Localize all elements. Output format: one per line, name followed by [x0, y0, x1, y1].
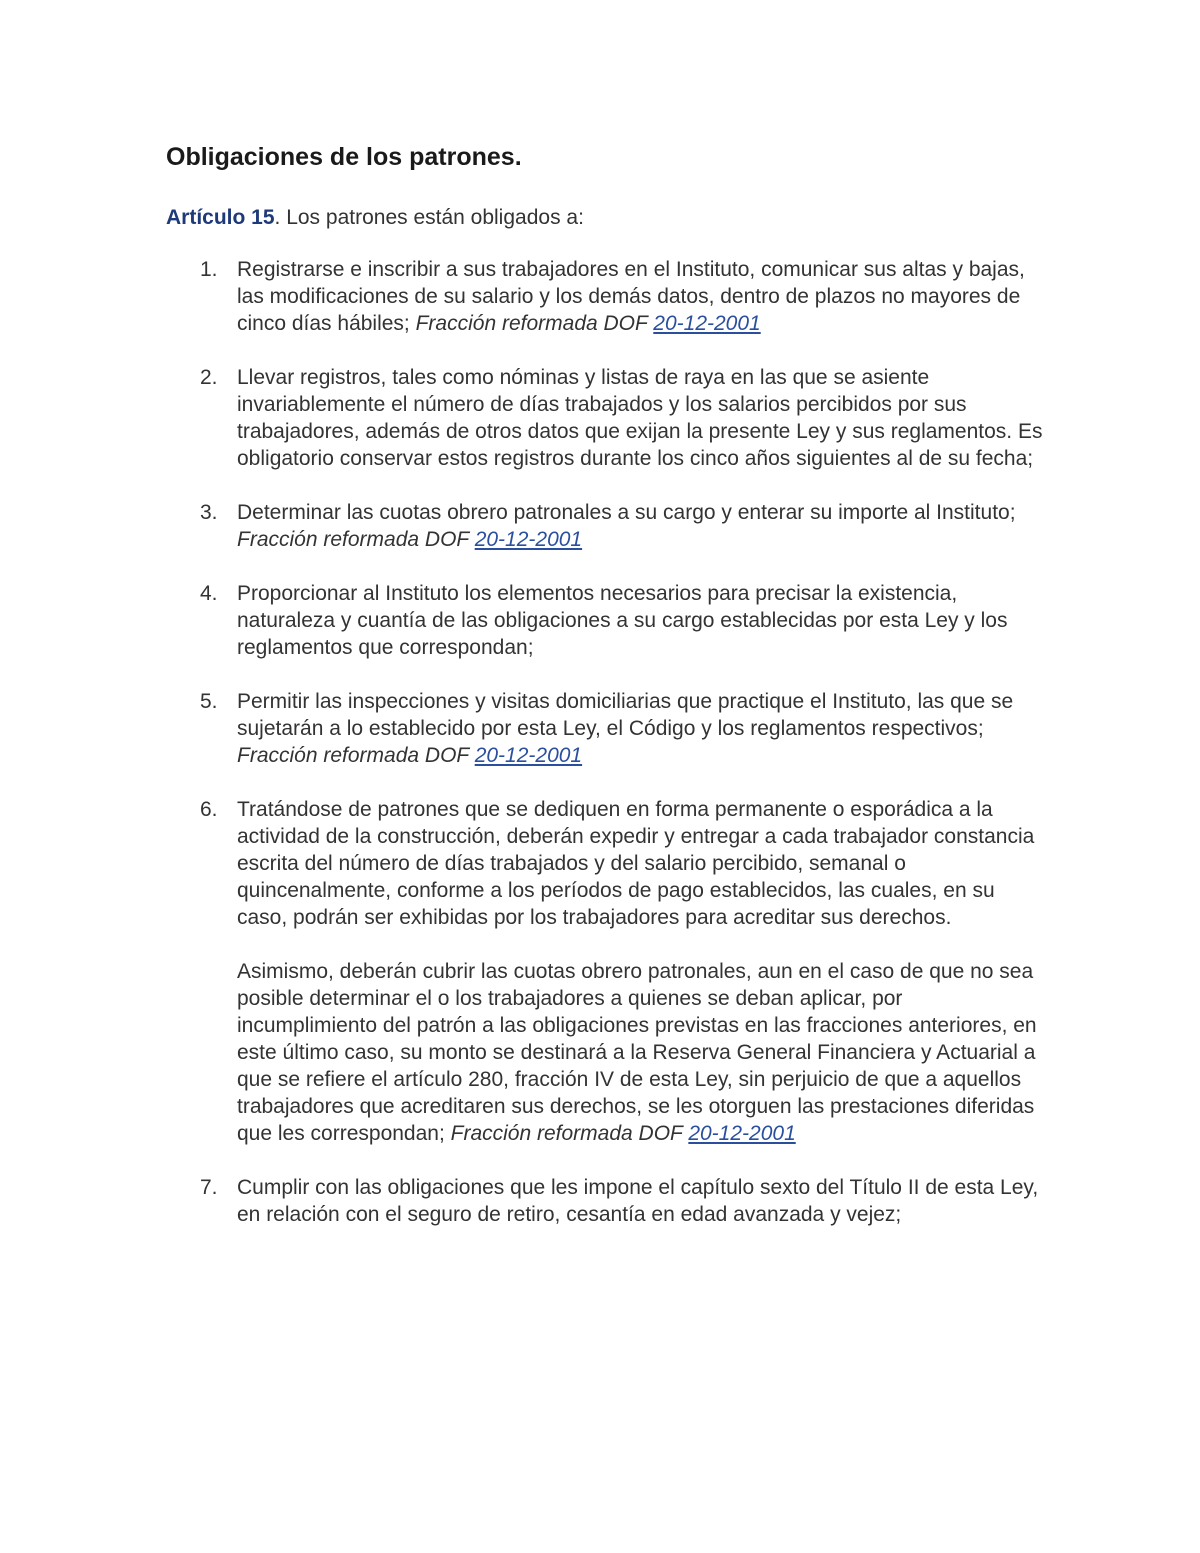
- reform-label: Fracción reformada DOF: [237, 744, 475, 767]
- fraction-text: Llevar registros, tales como nóminas y listas de raya en las que se asiente invariablemente el número de días trabajados y los salarios percibidos por sus trabajadores, además de otros datos que exijan la presente Ley y sus reglamentos. Es obligatorio conservar estos registros durante los cinco años siguientes al de su fecha;: [237, 366, 1043, 470]
- fraction-text: Registrarse e inscribir a sus trabajadores en el Instituto, comunicar sus altas y bajas, las modificaciones de su salario y los demás datos, dentro de plazos no mayores de cinco días hábiles;: [237, 258, 1025, 335]
- fraction-number: 4.: [200, 582, 218, 605]
- fraction-number: 1.: [200, 258, 218, 281]
- article-intro-text: . Los patrones están obligados a:: [274, 206, 584, 229]
- reform-label: Fracción reformada DOF: [237, 528, 475, 551]
- dof-date-link[interactable]: 20-12-2001: [688, 1122, 796, 1145]
- list-item-fraction-1: [166, 256, 1046, 337]
- list-item-fraction-3: [166, 499, 1046, 553]
- fraction-number: 7.: [200, 1176, 218, 1199]
- fraction-number: 3.: [200, 501, 218, 524]
- fraction-number: 5.: [200, 690, 218, 713]
- reform-label: Fracción reformada DOF: [415, 312, 654, 335]
- document-page: [166, 140, 1046, 1255]
- fraction-text: Determinar las cuotas obrero patronales a su cargo y enterar su importe al Instituto;: [237, 501, 1016, 524]
- fraction-text: Tratándose de patrones que se dediquen en forma permanente o esporádica a la actividad de la construcción, deberán expedir y entregar a cada trabajador constancia escrita del número de días trabajados y del salario percibido, semanal o quincenalmente, conforme a los períodos de pago establecidos, las cuales, en su caso, podrán ser exhibidas por los trabajadores para acreditar sus derechos.: [237, 798, 1035, 929]
- page-title: Obligaciones de los patrones.: [166, 143, 522, 171]
- fraction-text: Cumplir con las obligaciones que les impone el capítulo sexto del Título II de esta Ley, en relación con el seguro de retiro, cesantía en edad avanzada y vejez;: [237, 1176, 1039, 1226]
- list-item-fraction-7: [166, 1174, 1046, 1228]
- list-item-fraction-4: [166, 580, 1046, 661]
- dof-date-link[interactable]: 20-12-2001: [653, 312, 761, 335]
- fractions-list: [166, 256, 1046, 1228]
- fraction-text: Permitir las inspecciones y visitas domiciliarias que practique el Instituto, las que se sujetarán a lo establecido por esta Ley, el Código y los reglamentos respectivos;: [237, 690, 1014, 740]
- fraction-second-paragraph: [237, 958, 1046, 1147]
- fraction-number: 6.: [200, 798, 218, 821]
- fraction-number: 2.: [200, 366, 218, 389]
- article-number: Artículo 15: [166, 206, 275, 229]
- dof-date-link[interactable]: 20-12-2001: [474, 528, 583, 551]
- list-item-fraction-2: [166, 364, 1046, 472]
- article-intro: [166, 204, 1046, 232]
- reform-label: Fracción reformada DOF: [450, 1122, 689, 1145]
- dof-date-link[interactable]: 20-12-2001: [474, 744, 583, 767]
- list-item-fraction-6: [166, 796, 1046, 1147]
- list-item-fraction-5: [166, 688, 1046, 769]
- fraction-text: Proporcionar al Instituto los elementos necesarios para precisar la existencia, naturaleza y cuantía de las obligaciones a su cargo establecidas por esta Ley y los reglamentos que correspondan;: [237, 582, 1008, 659]
- fraction-text-2: Asimismo, deberán cubrir las cuotas obrero patronales, aun en el caso de que no sea posible determinar el o los trabajadores a quienes se deban aplicar, por incumplimiento del patrón a las obligaciones previstas en las fracciones anteriores, en este último caso, su monto se destinará a la Reserva General Financiera y Actuarial a que se refiere el artículo 280, fracción IV de esta Ley, sin perjuicio de que a aquellos trabajadores que acreditaren sus derechos, se les otorguen las prestaciones diferidas que les correspondan;: [237, 960, 1037, 1145]
